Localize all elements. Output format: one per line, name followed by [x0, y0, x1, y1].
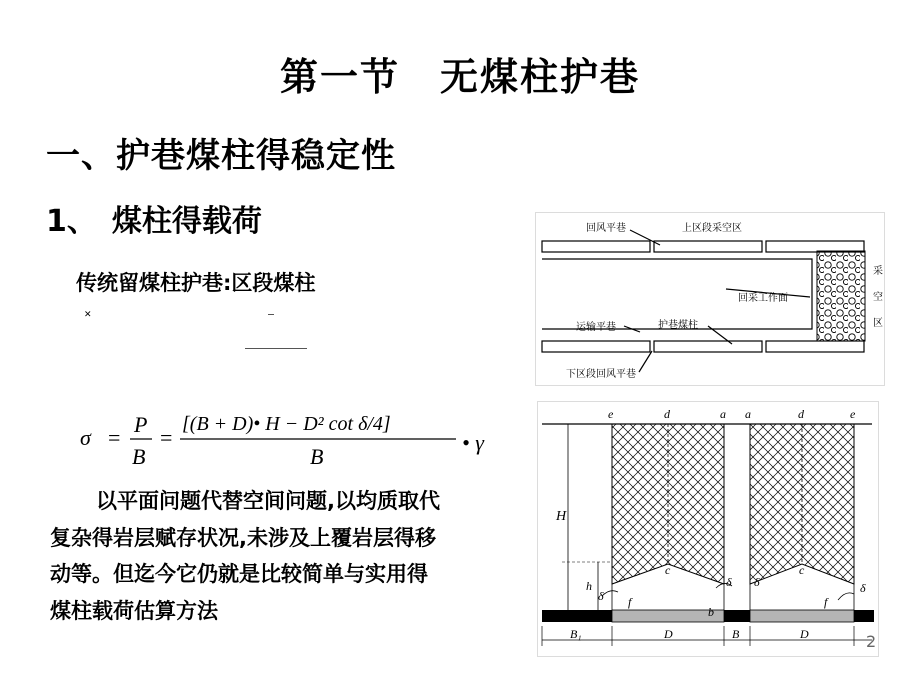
pt-b: b: [708, 605, 714, 619]
label-goaf-1: 采: [873, 266, 883, 277]
angle-delta-2: δ: [726, 575, 732, 589]
pt-d2: d: [798, 407, 804, 421]
pt-a1: a: [720, 407, 726, 421]
angle-delta-1: δ: [598, 589, 604, 603]
pt-d1: d: [664, 407, 670, 421]
dim-B: B: [732, 627, 740, 641]
dim-B1: B₁: [570, 627, 582, 641]
formula-gamma: • γ: [462, 430, 484, 455]
pt-c1: c: [665, 563, 671, 577]
formula-b2: B: [310, 444, 324, 469]
plan-view-figure: [535, 212, 885, 386]
paragraph-line: 以平面问题代替空间问题,以均质取代: [96, 489, 440, 513]
formula-sigma: σ: [80, 425, 91, 450]
paragraph-line: 动等。但迄今它仍就是比较简单与实用得: [50, 562, 428, 586]
stray-dash: [268, 314, 274, 315]
pt-e1: e: [608, 407, 614, 421]
label-upper-goaf: 上区段采空区: [682, 223, 742, 234]
angle-delta-4: δ: [860, 581, 866, 595]
label-goaf-2: 空: [873, 292, 883, 303]
dim-H: H: [556, 509, 567, 524]
pt-e2: e: [850, 407, 856, 421]
formula-p: P: [134, 412, 148, 437]
formula-numerator: [(B + D)• H − D² cot δ/4]: [182, 413, 391, 435]
formula-eq2: =: [160, 425, 173, 450]
angle-delta-3: δ: [754, 575, 760, 589]
section-heading: 一、护巷煤柱得稳定性: [46, 136, 396, 176]
stray-line: [245, 348, 307, 349]
label-return-airway: 回风平巷: [586, 223, 626, 234]
dim-D2: D: [800, 627, 809, 641]
stray-mark: ✕: [84, 310, 92, 320]
sub-heading: 传统留煤柱护巷:区段煤柱: [76, 271, 316, 295]
section-view-figure: [537, 401, 879, 657]
pt-c2: c: [799, 563, 805, 577]
label-haulage-airway: 运输平巷: [576, 322, 616, 333]
slide-title: 第一节 无煤柱护巷: [279, 55, 640, 99]
pt-a2: a: [745, 407, 751, 421]
subsection-heading: 1、 煤柱得载荷: [46, 204, 262, 239]
formula-eq1: =: [108, 425, 121, 450]
label-working-face: 回采工作面: [738, 293, 788, 304]
label-goaf-3: 区: [873, 318, 883, 329]
formula-b1: B: [132, 444, 146, 469]
label-lower-return: 下区段回风平巷: [566, 369, 636, 380]
paragraph-line: 复杂得岩层赋存状况,未涉及上覆岩层得移: [50, 525, 436, 550]
body-paragraph: [50, 483, 535, 629]
dim-h: h: [586, 579, 592, 593]
dim-D1: D: [664, 627, 673, 641]
label-pillar: 护巷煤柱: [658, 320, 698, 331]
pt-f2: f: [824, 595, 828, 609]
paragraph-line: 煤柱载荷估算方法: [50, 598, 218, 623]
page-number: 2: [866, 632, 877, 651]
formula: [78, 400, 498, 470]
pt-f1: f: [628, 595, 632, 609]
